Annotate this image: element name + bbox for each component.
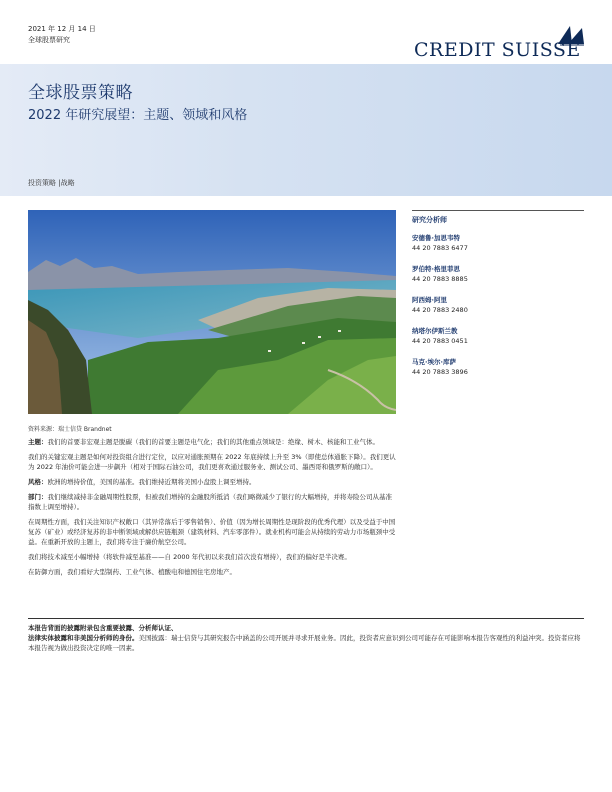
page-title: 全球股票策略: [28, 83, 133, 103]
research-analysts: [412, 210, 584, 388]
body-paragraph: [28, 477, 396, 487]
disclosure-block: [28, 618, 584, 653]
body-paragraph: 我们将技术减至小幅增持（将软件减至基准——自 2000 年代初以来我们首次没有增持），我们的偏好是半决赛。: [28, 553, 351, 561]
report-category: 投资策略 |战略: [28, 179, 75, 187]
analyst-item: [412, 357, 584, 377]
page-subtitle: 2022 年研究展望：主题、领域和风格: [28, 108, 248, 123]
report-body: [28, 437, 396, 582]
analyst-item: [412, 295, 584, 315]
body-paragraph: 我们的关键宏观主题是如何对投资组合进行定位，以应对通胀预期在 2022 年底持续上升至 3%（即使总体通胀下降）。我们更认为 2022 年油价可能会进一步飙升（相对于国际石油公司，我们更喜欢通过服务业、测试公司、墨西哥和俄罗斯的敞口）。: [28, 453, 396, 471]
analyst-item: [412, 264, 584, 284]
disclosure-body: 美国披露：瑞士信贷与其研究报告中涵盖的公司开展并寻求开展业务。因此，投资者应意识到公司可能存在可能影响本报告客观性的利益冲突。投资者应将本报告视为做出投资决定的唯一因素。: [28, 634, 581, 652]
analyst-name: 罗伯特·格里菲思: [412, 265, 460, 273]
disclosure-text: [28, 633, 584, 653]
analyst-phone: 44 20 7883 0451: [412, 337, 468, 345]
body-paragraph: [28, 492, 396, 512]
analyst-name: 纳塔尔伊斯兰教: [412, 327, 458, 335]
logo-wordmark: CREDIT SUISSE: [414, 39, 581, 61]
analyst-phone: 44 20 7883 6477: [412, 244, 468, 252]
body-paragraph: 在周期性方面，我们关注知识产权敞口（其异常落后于零售销售）、价值（因为增长周期性是现阶段的优秀代理）以及受益于中国复苏（矿业）或经济复苏的非中断领域或解供应链瓶颈（建筑材料、汽车零部件）。就业机构可能会从持续的劳动力市场瓶颈中受益。在重新开放的主题上，我们将专注于廉价航空公司。: [28, 518, 396, 546]
analyst-name: 马克·埃尔·库萨: [412, 358, 456, 366]
body-paragraph: [28, 437, 396, 447]
analyst-item: [412, 233, 584, 253]
analysts-heading: 研究分析师: [412, 216, 447, 224]
body-paragraph: 在防御方面，我们看好大型制药、工业气体、植酸电和德国住宅房地产。: [28, 568, 236, 576]
disclosure-bold: 法律实体披露和非美国分析师的身份。: [28, 634, 139, 642]
paragraph-text: 欧洲的增持价值，美国的基准。我们维持近期将美国小盘股上调至增持。: [47, 478, 256, 486]
credit-suisse-logo: [410, 24, 588, 64]
paragraph-label: 风格：: [28, 478, 48, 486]
paragraph-label: 主题：: [28, 438, 48, 446]
analyst-phone: 44 20 7883 3896: [412, 368, 468, 376]
analyst-name: 安德鲁·加思韦特: [412, 234, 460, 242]
report-meta: [28, 24, 96, 46]
paragraph-label: 部门：: [28, 493, 48, 501]
analyst-phone: 44 20 7883 2480: [412, 306, 468, 314]
paragraph-text: 我们继续减持非金融周期性股票，但被我们增持的金融股所抵消（我们略微减少了银行的大幅增持，并将寿险公司从基准指数上调至增持）。: [28, 493, 392, 511]
lake-landscape-image: [28, 210, 396, 414]
report-department: 全球股票研究: [28, 36, 70, 44]
report-date: 2021 年 12 月 14 日: [28, 25, 96, 33]
analyst-name: 阿西姆·阿里: [412, 296, 447, 304]
photo-caption: 资料来源：瑞士信贷 Brandnet: [28, 426, 112, 433]
analyst-item: [412, 326, 584, 346]
analyst-phone: 44 20 7883 8885: [412, 275, 468, 283]
analysts-divider: [412, 210, 584, 211]
paragraph-text: 我们的首要非宏观主题是脱碳（我们的首要主题是电气化；我们的其他重点领域是：绝缘、树木、核能和工业气体。: [47, 438, 379, 446]
landscape-photo: [28, 210, 396, 414]
disclosure-heading: 本报告背面的披露附录包含重要披露、分析师认证、: [28, 624, 178, 632]
